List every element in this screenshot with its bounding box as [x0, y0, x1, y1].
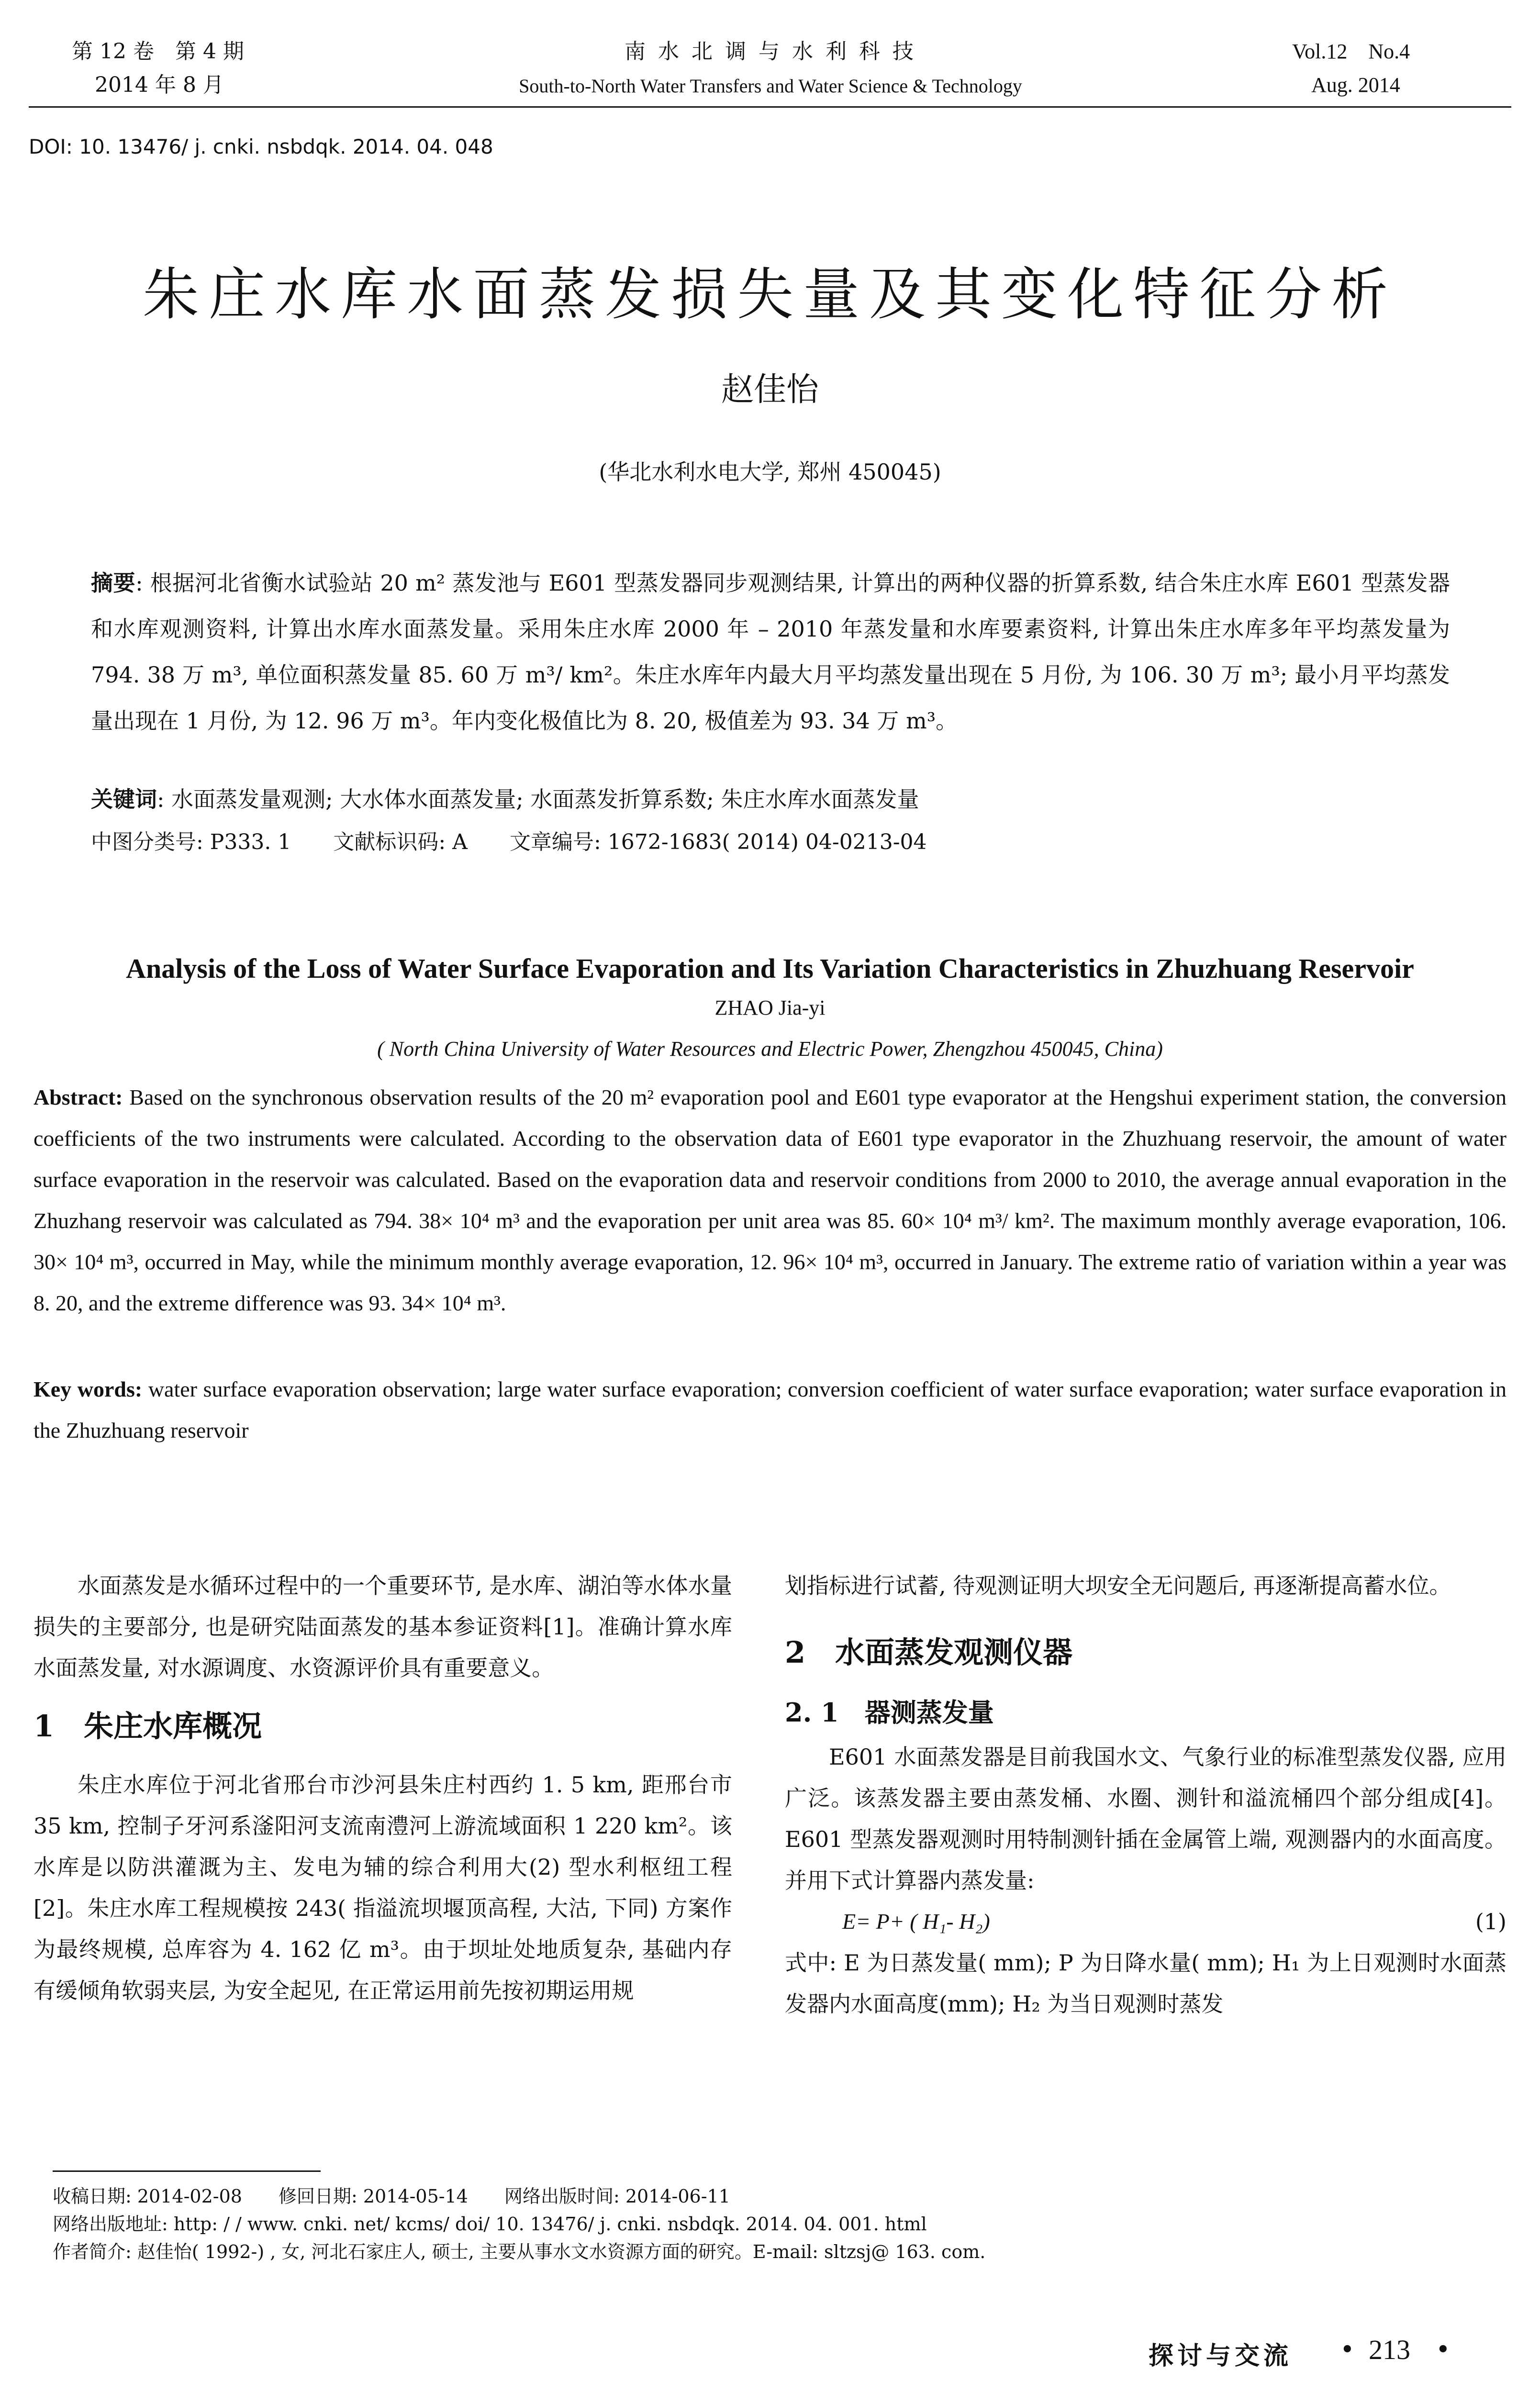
section-2-1-paragraph: E601 水面蒸发器是目前我国水文、气象行业的标准型蒸发仪器, 应用广泛。该蒸发器主要由蒸发桶、水圈、测针和溢流桶四个部分组成[4]。E601 型蒸发器观测时用特制测针插在金属管上端, 观测器内的水面高度。并用下式计算器内蒸发量:: [785, 1744, 1507, 1893]
equation: [785, 1901, 1507, 1942]
issue-date: 2014 年 8 月: [95, 73, 224, 97]
cn-keywords-text: 水面蒸发量观测; 大水体水面蒸发量; 水面蒸发折算系数; 朱庄水库水面蒸发量: [171, 786, 919, 812]
section-1-heading: 1 朱庄水库概况: [33, 1709, 262, 1744]
doi: DOI: 10. 13476/ j. cnki. nsbdqk. 2014. 04. 048: [29, 135, 493, 158]
cn-abstract-text: 根据河北省衡水试验站 20 m² 蒸发池与 E601 型蒸发器同步观测结果, 计算出的两种仪器的折算系数, 结合朱庄水库 E601 型蒸发器和水库观测资料, 计算出水库水面蒸发量。采用朱庄水库 2000 年 – 2010 年蒸发量和水库要素资料, 计算出朱庄水库多年平均蒸发量为 794. 38 万 m³, 单位面积蒸发量 85. 60 万 m³/ km²。朱庄水库年内最大月平均蒸发量出现在 5 月份, 为 106. 30 万 m³; 最小月平均蒸发量出现在 1 月份, 为 12. 96 万 m³。年内变化极值比为 8. 20, 极值差为 93. 34 万 m³。: [91, 570, 1450, 734]
en-keywords-label: Key words:: [33, 1377, 143, 1401]
header-rule: [29, 106, 1511, 108]
journal-name-en: South-to-North Water Transfers and Water Science & Technology: [519, 75, 1022, 97]
equation-body: E= P+ ( H₁- H₂): [842, 1909, 990, 1934]
cn-affiliation: (华北水利水电大学, 郑州 450045): [599, 459, 941, 485]
en-keywords: [33, 1369, 1507, 1451]
cn-keywords: [91, 785, 1450, 814]
en-abstract-text: Based on the synchronous observation results of the 20 m² evaporation pool and E601 type evaporator at the Hengshui experiment station, the conversion coefficients of the two instruments were calculated. According to the observation data of E601 type evaporator in the Zhuzhuang reservoir, the amount of water surface evaporation in the reservoir was calculated. Based on the evaporation data and reservoir conditions from 2000 to 2010, the average annual evaporation in the Zhuzhang reservoir was calculated as 794. 38× 10⁴ m³ and the evaporation per unit area was 85. 60× 10⁴ m³/ km². The maximum monthly average evaporation, 106. 30× 10⁴ m³, occurred in May, while the minimum monthly average evaporation, 12. 96× 10⁴ m³, occurred in January. The extreme ratio of variation within a year was 8. 20, and the extreme difference was 93. 34× 10⁴ m³.: [33, 1085, 1507, 1315]
footnote-author: 作者简介: 赵佳怡( 1992-) , 女, 河北石家庄人, 硕士, 主要从事水文水资源方面的研究。E-mail: sltzsj@ 163. com.: [53, 2241, 986, 2262]
colon: :: [135, 570, 150, 596]
cn-abstract: [91, 560, 1450, 744]
intro-paragraph: 水面蒸发是水循环过程中的一个重要环节, 是水库、湖泊等水体水量损失的主要部分, 也是研究陆面蒸发的基本参证资料[1]。准确计算水库水面蒸发量, 对水源调度、水资源评价具有重要意义。: [33, 1573, 732, 1681]
en-abstract-label: Abstract:: [33, 1085, 123, 1109]
page-number: 213: [1369, 2334, 1410, 2365]
footnote-url: 网络出版地址: http: / / www. cnki. net/ kcms/ doi/ 10. 13476/ j. cnki. nsbdqk. 2014. 04. 001. html: [53, 2214, 927, 2235]
cn-classification: 中图分类号: P333. 1 文献标识码: A 文章编号: 1672-1683( 2014) 04-0213-04: [91, 830, 927, 854]
journal-name-cn: 南 水 北 调 与 水 利 科 技: [625, 39, 916, 64]
en-affiliation: ( North China University of Water Resources and Electric Power, Zhengzhou 450045, China): [377, 1037, 1163, 1061]
volume-number-en: Vol.12 No.4: [1292, 40, 1410, 63]
section-2-heading: 2 水面蒸发观测仪器: [785, 1635, 1073, 1670]
footnote-dates: 收稿日期: 2014-02-08 修回日期: 2014-05-14 网络出版时间: 2014-06-11: [53, 2186, 730, 2207]
cn-title: 朱庄水库水面蒸发损失量及其变化特征分析: [142, 261, 1397, 327]
equation-number: (1): [1475, 1909, 1507, 1935]
continued-paragraph: 划指标进行试蓄, 待观测证明大坝安全无问题后, 再逐渐提高蓄水位。: [785, 1573, 1451, 1599]
right-column: [785, 1565, 1507, 2024]
issue-date-en: Aug. 2014: [1311, 73, 1400, 97]
equation-explanation: 式中: E 为日蒸发量( mm); P 为日降水量( mm); H₁ 为上日观测时水面蒸发器内水面高度(mm); H₂ 为当日观测时蒸发: [785, 1950, 1507, 2017]
left-column: [33, 1565, 732, 2011]
volume-issue: 第 12 卷 第 4 期: [72, 39, 244, 64]
section-2-1-heading: 2. 1 器测蒸发量: [785, 1697, 994, 1728]
footnote-rule: [53, 2170, 321, 2172]
en-keywords-text: water surface evaporation observation; large water surface evaporation; conversion coefficient of water surface evaporation; water surface evaporation in the Zhuzhuang reservoir: [33, 1377, 1507, 1443]
en-abstract: [33, 1077, 1507, 1324]
footer-section-label: 探讨与交流: [1149, 2341, 1293, 2371]
footer-bullet-right: •: [1436, 2336, 1451, 2364]
colon: :: [157, 786, 172, 812]
cn-author: 赵佳怡: [721, 371, 819, 409]
section-1-paragraph: 朱庄水库位于河北省邢台市沙河县朱庄村西约 1. 5 km, 距邢台市 35 km, 控制子牙河系滏阳河支流南澧河上游流域面积 1 220 km²。该水库是以防洪灌溉为主、发电为辅的综合利用大(2) 型水利枢纽工程[2]。朱庄水库工程规模按 243( 指溢流坝堰顶高程, 大沽, 下同) 方案作为最终规模, 总库容为 4. 162 亿 m³。由于坝址处地质复杂, 基础内存有缓倾角软弱夹层, 为安全起见, 在正常运用前先按初期运用规: [33, 1772, 732, 2003]
en-title: Analysis of the Loss of Water Surface Evaporation and Its Variation Characteristics in Zhuzhuang Reservoir: [126, 953, 1414, 984]
en-author: ZHAO Jia-yi: [714, 996, 826, 1019]
footer-bullet-left: •: [1340, 2336, 1355, 2364]
cn-keywords-label: 关键词: [91, 786, 157, 812]
cn-abstract-label: 摘要: [91, 570, 136, 596]
